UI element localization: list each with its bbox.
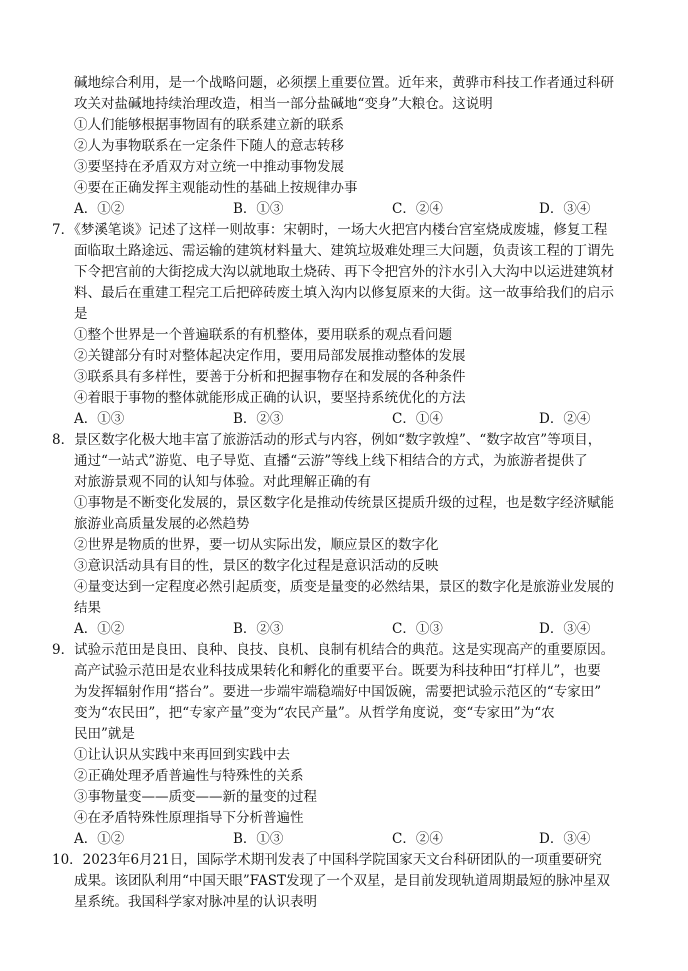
choice-b[interactable]: B．②③ (233, 621, 284, 637)
question-9-statement-4: ④在矛盾特殊性原理指导下分析普遍性 (74, 810, 304, 826)
choice-b[interactable]: B．①③ (233, 201, 284, 217)
question-7-stem-line: 下令把宫前的大街挖成大沟以就地取土烧砖、再下令把宫外的汴水引入大沟中以运进建筑材 (74, 264, 614, 280)
choice-c[interactable]: C．②④ (392, 201, 443, 217)
question-6-stem-line: 攻关对盐碱地持续治理改造，相当一部分盐碱地“变身”大粮仓。这说明 (74, 96, 493, 112)
question-9-stem-line: 9．试验示范田是良田、良种、良技、良机、良制有机结合的典范。这是实现高产的重要原因。 (52, 642, 615, 658)
question-8-statement-1-cont: 旅游业高质量发展的必然趋势 (74, 516, 250, 532)
choice-b[interactable]: B．①③ (233, 831, 284, 847)
question-9-statement-1: ①让认识从实践中来再回到实践中去 (74, 747, 290, 763)
question-8-statement-3: ③意识活动具有目的性，景区的数字化过程是意识活动的反映 (74, 558, 439, 574)
question-9-stem-line: 高产试验示范田是农业科技成果转化和孵化的重要平台。既要为科技种田“打样儿”，也要 (74, 663, 601, 679)
question-7-choices (52, 409, 644, 430)
choice-d[interactable]: D．②④ (539, 411, 591, 427)
choice-c[interactable]: C．②④ (392, 831, 443, 847)
question-8-stem-line: 通过“一站式”游览、电子导览、直播“云游”等线上线下相结合的方式，为旅游者提供了 (74, 453, 588, 469)
question-6-statement-1: ①人们能够根据事物固有的联系建立新的联系 (74, 117, 344, 133)
question-10 (52, 850, 644, 913)
question-7-stem-line: 面临取土路途远、需运输的建筑材料量大、建筑垃圾难处理三大问题，负责该工程的丁谓先 (74, 243, 614, 259)
question-8-statement-4-cont: 结果 (74, 600, 101, 616)
choice-b[interactable]: B．②③ (233, 411, 284, 427)
choice-d[interactable]: D．③④ (539, 201, 591, 217)
question-8-stem-line: 对旅游景观不同的认知与体验。对此理解正确的有 (74, 474, 371, 490)
exam-page (52, 73, 644, 913)
choice-c[interactable]: C．①③ (392, 621, 443, 637)
question-9 (52, 640, 644, 850)
question-6-statement-4: ④要在正确发挥主观能动性的基础上按规律办事 (74, 180, 358, 196)
question-7-stem-line: 7．《梦溪笔谈》记述了这样一则故事：宋朝时，一场大火把宫内楼台宫室烧成废墟，修复工程 (52, 222, 608, 238)
choice-a[interactable]: A．①② (74, 621, 125, 637)
choice-a[interactable]: A．①③ (74, 411, 125, 427)
question-9-statement-2: ②正确处理矛盾普遍性与特殊性的关系 (74, 768, 304, 784)
choice-c[interactable]: C．①④ (392, 411, 443, 427)
question-10-stem-line: 10．2023年6月21日，国际学术期刊发表了中国科学院国家天文台科研团队的一项重要研究 (52, 852, 602, 868)
question-8-statement-1: ①事物是不断变化发展的，景区数字化是推动传统景区提质升级的过程，也是数字经济赋能 (74, 495, 614, 511)
question-9-stem-line: 变为“农民田”，把“专家产量”变为“农民产量”。从哲学角度说，变“专家田”为“农 (74, 705, 555, 721)
question-7-statement-4: ④着眼于事物的整体就能形成正确的认识，要坚持系统优化的方法 (74, 390, 466, 406)
question-9-stem-line: 为发挥辐射作用“搭台”。要进一步端牢端稳端好中国饭碗，需要把试验示范区的“专家田” (74, 684, 602, 700)
choice-a[interactable]: A．①② (74, 831, 125, 847)
question-9-statement-3: ③事物量变——质变——新的量变的过程 (74, 789, 317, 805)
question-9-choices (52, 829, 644, 850)
question-7-stem-line: 料、最后在重建工程完工后把碎砖废土填入沟内以修复原来的大街。这一故事给我们的启示 (74, 285, 614, 301)
question-8-stem-line: 8．景区数字化极大地丰富了旅游活动的形式与内容，例如“数字敦煌”、“数字故宫”等项目， (52, 432, 602, 448)
question-6-statement-2: ②人为事物联系在一定条件下随人的意志转移 (74, 138, 344, 154)
question-7-stem-line: 是 (74, 306, 88, 322)
question-7-statement-3: ③联系具有多样性，要善于分析和把握事物存在和发展的各种条件 (74, 369, 466, 385)
question-6-choices (52, 199, 644, 220)
question-6-statement-3: ③要坚持在矛盾双方对立统一中推动事物发展 (74, 159, 344, 175)
question-8-statement-4: ④量变达到一定程度必然引起质变，质变是量变的必然结果，景区的数字化是旅游业发展的 (74, 579, 614, 595)
question-6-stem-line: 碱地综合利用，是一个战略问题，必须摆上重要位置。近年来，黄骅市科技工作者通过科研 (74, 75, 614, 91)
question-7-statement-2: ②关键部分有时对整体起决定作用，要用局部发展推动整体的发展 (74, 348, 466, 364)
question-7 (52, 220, 644, 430)
question-10-stem-line: 成果。该团队利用“中国天眼”FAST发现了一个双星，是目前发现轨道周期最短的脉冲星双 (74, 873, 610, 889)
question-9-stem-line: 民田”就是 (74, 726, 135, 742)
question-8-choices (52, 619, 644, 640)
question-7-statement-1: ①整个世界是一个普遍联系的有机整体，要用联系的观点看问题 (74, 327, 452, 343)
question-8 (52, 430, 644, 640)
choice-d[interactable]: D．③④ (539, 831, 591, 847)
question-10-stem-line: 星系统。我国科学家对脉冲星的认识表明 (74, 894, 317, 910)
choice-a[interactable]: A．①② (74, 201, 125, 217)
choice-d[interactable]: D．③④ (539, 621, 591, 637)
question-8-statement-2: ②世界是物质的世界，要一切从实际出发，顺应景区的数字化 (74, 537, 439, 553)
question-6 (52, 73, 644, 220)
